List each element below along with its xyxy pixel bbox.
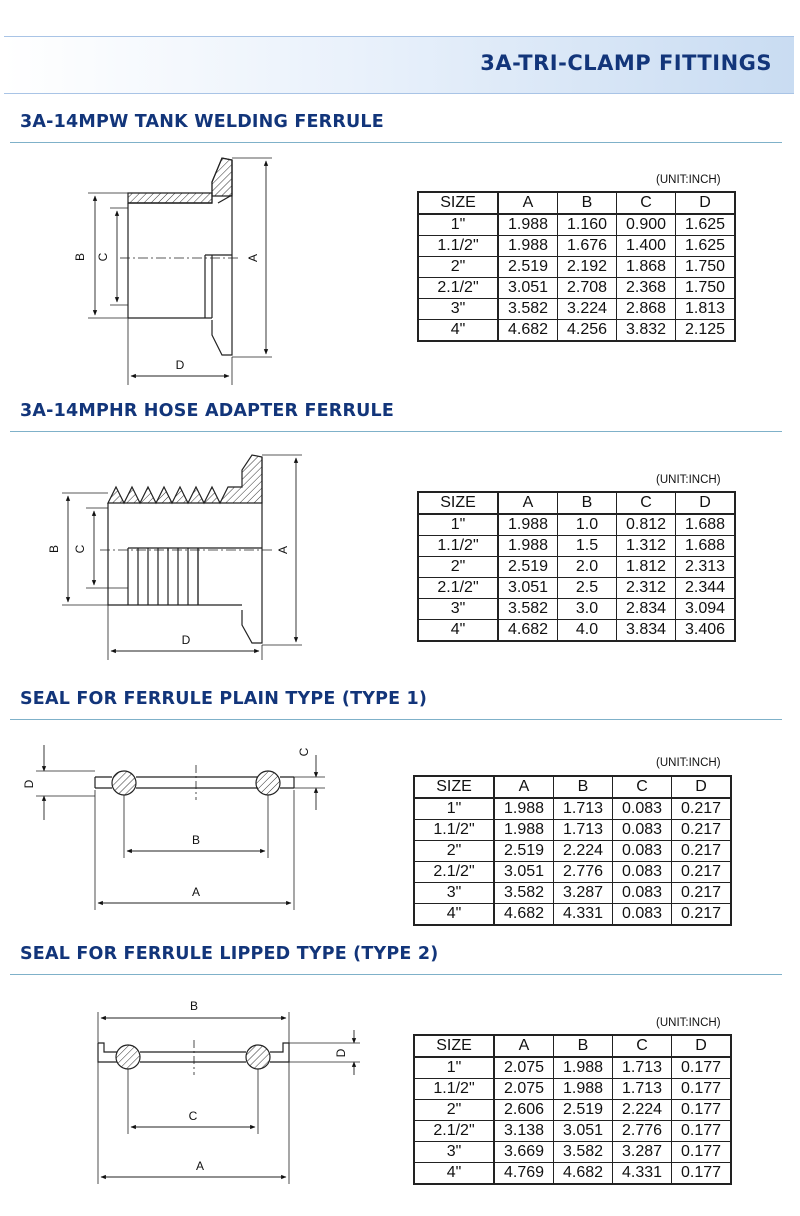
value-cell-a: 2.075 bbox=[494, 1057, 554, 1079]
value-cell-c: 1.713 bbox=[613, 1079, 672, 1100]
value-cell-b: 1.713 bbox=[554, 798, 613, 820]
size-cell: 1" bbox=[418, 514, 498, 536]
value-cell-b: 2.708 bbox=[558, 278, 617, 299]
size-cell: 4" bbox=[414, 1163, 494, 1185]
value-cell-c: 3.832 bbox=[617, 320, 676, 342]
size-cell: 2.1/2" bbox=[414, 1121, 494, 1142]
value-cell-b: 1.988 bbox=[554, 1079, 613, 1100]
value-cell-c: 0.083 bbox=[613, 820, 672, 841]
value-cell-d: 0.177 bbox=[672, 1163, 732, 1185]
unit-label: (UNIT:INCH) bbox=[656, 474, 721, 486]
value-cell-a: 1.988 bbox=[498, 536, 558, 557]
value-cell-c: 2.224 bbox=[613, 1100, 672, 1121]
size-cell: 4" bbox=[418, 320, 498, 342]
dim-label-b: B bbox=[47, 544, 61, 554]
value-cell-d: 0.217 bbox=[672, 820, 732, 841]
column-header-b: B bbox=[558, 192, 617, 214]
value-cell-b: 2.192 bbox=[558, 257, 617, 278]
value-cell-c: 3.834 bbox=[617, 620, 676, 642]
value-cell-d: 1.750 bbox=[676, 257, 736, 278]
dim-label-d: D bbox=[175, 358, 185, 372]
value-cell-b: 1.713 bbox=[554, 820, 613, 841]
column-header-a: A bbox=[498, 492, 558, 514]
value-cell-c: 0.083 bbox=[613, 883, 672, 904]
value-cell-d: 0.217 bbox=[672, 883, 732, 904]
dim-label-a: A bbox=[191, 885, 201, 899]
value-cell-c: 4.331 bbox=[613, 1163, 672, 1185]
dim-label-b: B bbox=[191, 833, 201, 847]
dim-label-c: C bbox=[297, 747, 311, 757]
value-cell-b: 3.224 bbox=[558, 299, 617, 320]
size-cell: 3" bbox=[418, 299, 498, 320]
value-cell-a: 3.582 bbox=[498, 599, 558, 620]
value-cell-a: 2.519 bbox=[498, 557, 558, 578]
value-cell-b: 1.5 bbox=[558, 536, 617, 557]
value-cell-c: 2.868 bbox=[617, 299, 676, 320]
value-cell-d: 1.625 bbox=[676, 214, 736, 236]
value-cell-d: 0.217 bbox=[672, 798, 732, 820]
value-cell-d: 1.688 bbox=[676, 536, 736, 557]
value-cell-a: 1.988 bbox=[498, 214, 558, 236]
value-cell-a: 3.138 bbox=[494, 1121, 554, 1142]
value-cell-a: 3.669 bbox=[494, 1142, 554, 1163]
size-cell: 4" bbox=[418, 620, 498, 642]
value-cell-a: 3.582 bbox=[498, 299, 558, 320]
value-cell-c: 2.368 bbox=[617, 278, 676, 299]
value-cell-a: 2.519 bbox=[494, 841, 554, 862]
column-header-a: A bbox=[494, 1035, 554, 1057]
value-cell-c: 2.776 bbox=[613, 1121, 672, 1142]
column-header-size: SIZE bbox=[414, 1035, 494, 1057]
value-cell-a: 3.051 bbox=[498, 578, 558, 599]
value-cell-d: 1.625 bbox=[676, 236, 736, 257]
column-header-d: D bbox=[676, 492, 736, 514]
size-cell: 2" bbox=[414, 1100, 494, 1121]
size-cell: 2.1/2" bbox=[418, 578, 498, 599]
value-cell-c: 0.812 bbox=[617, 514, 676, 536]
value-cell-b: 4.256 bbox=[558, 320, 617, 342]
value-cell-d: 0.177 bbox=[672, 1100, 732, 1121]
value-cell-b: 2.519 bbox=[554, 1100, 613, 1121]
value-cell-b: 1.0 bbox=[558, 514, 617, 536]
value-cell-a: 4.682 bbox=[498, 320, 558, 342]
value-cell-d: 0.177 bbox=[672, 1142, 732, 1163]
value-cell-c: 0.083 bbox=[613, 862, 672, 883]
value-cell-a: 2.606 bbox=[494, 1100, 554, 1121]
size-cell: 1.1/2" bbox=[414, 820, 494, 841]
value-cell-d: 1.813 bbox=[676, 299, 736, 320]
size-cell: 1.1/2" bbox=[418, 536, 498, 557]
page-title: 3A-TRI-CLAMP FITTINGS bbox=[480, 51, 772, 75]
drawing-tank-welding-ferrule bbox=[88, 158, 272, 385]
value-cell-d: 0.177 bbox=[672, 1057, 732, 1079]
section-title-seal-lipped-type: SEAL FOR FERRULE LIPPED TYPE (TYPE 2) bbox=[20, 944, 439, 964]
value-cell-b: 3.582 bbox=[554, 1142, 613, 1163]
value-cell-d: 0.217 bbox=[672, 841, 732, 862]
value-cell-d: 0.177 bbox=[672, 1121, 732, 1142]
value-cell-c: 2.834 bbox=[617, 599, 676, 620]
dim-label-d: D bbox=[22, 779, 36, 789]
value-cell-b: 1.160 bbox=[558, 214, 617, 236]
size-cell: 4" bbox=[414, 904, 494, 926]
drawing-hose-adapter-ferrule bbox=[62, 455, 302, 660]
value-cell-a: 4.682 bbox=[498, 620, 558, 642]
value-cell-a: 1.988 bbox=[494, 798, 554, 820]
value-cell-c: 1.713 bbox=[613, 1057, 672, 1079]
value-cell-b: 2.776 bbox=[554, 862, 613, 883]
value-cell-b: 4.682 bbox=[554, 1163, 613, 1185]
size-cell: 1" bbox=[418, 214, 498, 236]
value-cell-b: 1.988 bbox=[554, 1057, 613, 1079]
value-cell-a: 4.682 bbox=[494, 904, 554, 926]
column-header-c: C bbox=[613, 776, 672, 798]
size-cell: 2.1/2" bbox=[418, 278, 498, 299]
value-cell-c: 0.083 bbox=[613, 841, 672, 862]
value-cell-d: 3.094 bbox=[676, 599, 736, 620]
drawing-seal-lipped-type bbox=[98, 1012, 360, 1184]
drawing-seal-plain-type bbox=[36, 745, 325, 910]
value-cell-d: 1.688 bbox=[676, 514, 736, 536]
size-cell: 1.1/2" bbox=[418, 236, 498, 257]
value-cell-b: 4.0 bbox=[558, 620, 617, 642]
value-cell-a: 1.988 bbox=[498, 236, 558, 257]
dim-label-c: C bbox=[188, 1109, 198, 1123]
column-header-c: C bbox=[617, 492, 676, 514]
value-cell-a: 4.769 bbox=[494, 1163, 554, 1185]
value-cell-d: 2.313 bbox=[676, 557, 736, 578]
column-header-a: A bbox=[494, 776, 554, 798]
value-cell-c: 0.083 bbox=[613, 904, 672, 926]
value-cell-c: 1.400 bbox=[617, 236, 676, 257]
value-cell-b: 3.287 bbox=[554, 883, 613, 904]
value-cell-a: 3.051 bbox=[494, 862, 554, 883]
dim-label-a: A bbox=[276, 545, 290, 555]
column-header-b: B bbox=[558, 492, 617, 514]
value-cell-b: 2.0 bbox=[558, 557, 617, 578]
unit-label: (UNIT:INCH) bbox=[656, 1017, 721, 1029]
value-cell-b: 4.331 bbox=[554, 904, 613, 926]
value-cell-a: 2.519 bbox=[498, 257, 558, 278]
value-cell-a: 1.988 bbox=[494, 820, 554, 841]
value-cell-b: 3.0 bbox=[558, 599, 617, 620]
column-header-c: C bbox=[613, 1035, 672, 1057]
value-cell-c: 3.287 bbox=[613, 1142, 672, 1163]
size-cell: 3" bbox=[418, 599, 498, 620]
dim-label-d: D bbox=[181, 633, 191, 647]
section-title-seal-plain-type: SEAL FOR FERRULE PLAIN TYPE (TYPE 1) bbox=[20, 689, 428, 709]
column-header-b: B bbox=[554, 1035, 613, 1057]
value-cell-c: 1.812 bbox=[617, 557, 676, 578]
column-header-size: SIZE bbox=[418, 192, 498, 214]
size-cell: 3" bbox=[414, 1142, 494, 1163]
dim-label-a: A bbox=[246, 253, 260, 263]
value-cell-c: 1.868 bbox=[617, 257, 676, 278]
value-cell-c: 1.312 bbox=[617, 536, 676, 557]
size-cell: 2" bbox=[418, 557, 498, 578]
value-cell-d: 0.217 bbox=[672, 904, 732, 926]
size-cell: 2" bbox=[418, 257, 498, 278]
dim-label-c: C bbox=[96, 252, 110, 262]
value-cell-b: 2.5 bbox=[558, 578, 617, 599]
unit-label: (UNIT:INCH) bbox=[656, 757, 721, 769]
size-cell: 1" bbox=[414, 1057, 494, 1079]
value-cell-a: 1.988 bbox=[498, 514, 558, 536]
dim-label-b: B bbox=[189, 999, 199, 1013]
value-cell-d: 0.217 bbox=[672, 862, 732, 883]
column-header-d: D bbox=[672, 1035, 732, 1057]
column-header-size: SIZE bbox=[414, 776, 494, 798]
value-cell-d: 0.177 bbox=[672, 1079, 732, 1100]
value-cell-d: 3.406 bbox=[676, 620, 736, 642]
size-cell: 3" bbox=[414, 883, 494, 904]
value-cell-b: 3.051 bbox=[554, 1121, 613, 1142]
column-header-size: SIZE bbox=[418, 492, 498, 514]
value-cell-d: 1.750 bbox=[676, 278, 736, 299]
value-cell-c: 0.083 bbox=[613, 798, 672, 820]
dim-label-c: C bbox=[73, 544, 87, 554]
size-cell: 1.1/2" bbox=[414, 1079, 494, 1100]
value-cell-c: 2.312 bbox=[617, 578, 676, 599]
column-header-c: C bbox=[617, 192, 676, 214]
column-header-d: D bbox=[676, 192, 736, 214]
value-cell-a: 2.075 bbox=[494, 1079, 554, 1100]
column-header-d: D bbox=[672, 776, 732, 798]
value-cell-c: 0.900 bbox=[617, 214, 676, 236]
unit-label: (UNIT:INCH) bbox=[656, 174, 721, 186]
value-cell-b: 2.224 bbox=[554, 841, 613, 862]
dim-label-b: B bbox=[73, 252, 87, 262]
value-cell-a: 3.582 bbox=[494, 883, 554, 904]
value-cell-b: 1.676 bbox=[558, 236, 617, 257]
size-cell: 2" bbox=[414, 841, 494, 862]
size-cell: 2.1/2" bbox=[414, 862, 494, 883]
column-header-a: A bbox=[498, 192, 558, 214]
section-title-hose-adapter-ferrule: 3A-14MPHR HOSE ADAPTER FERRULE bbox=[20, 401, 395, 421]
value-cell-a: 3.051 bbox=[498, 278, 558, 299]
value-cell-d: 2.125 bbox=[676, 320, 736, 342]
dim-label-d: D bbox=[334, 1048, 348, 1058]
column-header-b: B bbox=[554, 776, 613, 798]
size-cell: 1" bbox=[414, 798, 494, 820]
dim-label-a: A bbox=[195, 1159, 205, 1173]
section-title-tank-welding-ferrule: 3A-14MPW TANK WELDING FERRULE bbox=[20, 112, 384, 132]
value-cell-d: 2.344 bbox=[676, 578, 736, 599]
